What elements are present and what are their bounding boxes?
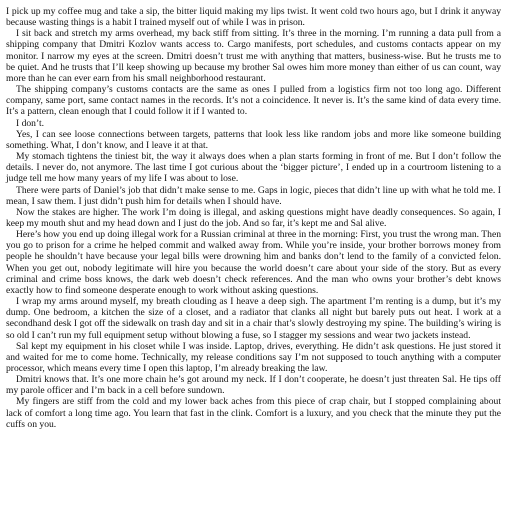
- paragraph: Here’s how you end up doing illegal work for a Russian criminal at three in the morning: First, you trust the wrong man. Then you go to prison for a crime he helped commit and walked away from. While you’re inside, your brother borrows money from people he shouldn’t have because your legal bills were drowning him and banks don’t lend to the family of a convicted felon. When you get out, nobody legitimate will hire you because the world doesn’t care about your side of the story. But as every criminal and crime boss knows, the dark web doesn’t check references. And the man who owns your brother’s debt knows exactly how to find someone desperate enough to work without asking questions.: [6, 229, 501, 296]
- paragraph: Sal kept my equipment in his closet while I was inside. Laptop, drives, everything. He didn’t ask questions. He just stored it and waited for me to come home. Technically, my release conditions say I’m not supposed to touch anything with a computer processor, which means every time I open this laptop, I’m already breaking the law.: [6, 340, 501, 374]
- paragraph: Dmitri knows that. It’s one more chain he’s got around my neck. If I don’t cooperate, he doesn’t just threaten Sal. He tips off my parole officer and I’m back in a cell before sundown.: [6, 374, 501, 397]
- paragraph: I sit back and stretch my arms overhead, my back stiff from sitting. It’s three in the morning. I’m running a data pull from a shipping company that Dmitri Kozlov wants access to. Cargo manifests, port schedules, and customs contacts appear on my monitor. I narrow my eyes at the screen. Dmitri doesn’t trust me with anything that matters, business-wise. But he trusts me to be quiet. And he trusts that I’ll keep showing up because my brother Sal owes him more money than either of us can count, way more than he can ever earn from his small neighborhood restaurant.: [6, 28, 501, 84]
- paragraph: Yes, I can see loose connections between targets, patterns that look less like random jobs and more like someone building something. What, I don’t know, and I leave it at that.: [6, 128, 501, 151]
- paragraph: I don’t.: [16, 117, 45, 129]
- paragraph: I pick up my coffee mug and take a sip, the bitter liquid making my lips twist. It went cold two hours ago, but I drink it anyway because wasting things is a habit I trained myself out of while I was in prison.: [6, 6, 501, 29]
- paragraph: I wrap my arms around myself, my breath clouding as I heave a deep sigh. The apartment I’m renting is a dump, but it’s my dump. One bedroom, a kitchen the size of a closet, and a radiator that clanks all night but barely puts out heat. I work at a secondhand desk I got off the sidewalk on trash day and sit in a chair that’s slowly destroying my spine. The building’s wiring is so old I can’t run my full equipment setup without blowing a fuse, so I stagger my sessions and wear two jackets instead.: [6, 296, 501, 341]
- paragraph: My fingers are stiff from the cold and my lower back aches from this piece of crap chair, but I stopped complaining about lack of comfort a long time ago. You learn that fast in the clink. Comfort is a luxury, and you check that the minute they put the cuffs on you.: [6, 396, 501, 430]
- paragraph: The shipping company’s customs contacts are the same as ones I pulled from a logistics firm not too long ago. Different company, same port, same contact names in the records. It’s not a coincidence. It never is. It’s the same kind of data every time. It’s a pattern, clean enough that I could follow it if I wanted to.: [6, 84, 501, 118]
- paragraph: There were parts of Daniel’s job that didn’t make sense to me. Gaps in logic, pieces that didn’t line up with what he told me. I mean, I saw them. I just didn’t push him for details when I should have.: [6, 184, 501, 207]
- paragraph: My stomach tightens the tiniest bit, the way it always does when a plan starts forming in front of me. But I don’t follow the details. I never do, not anymore. The last time I got curious about the ‘bigger picture’, I ended up in a courtroom listening to a judge tell me how many years of my life I was about to lose.: [6, 151, 501, 185]
- paragraph: Now the stakes are higher. The work I’m doing is illegal, and asking questions might have deadly consequences. So again, I keep my mouth shut and my head down and I just do the job. And so far, it’s kept me and Sal alive.: [6, 206, 501, 229]
